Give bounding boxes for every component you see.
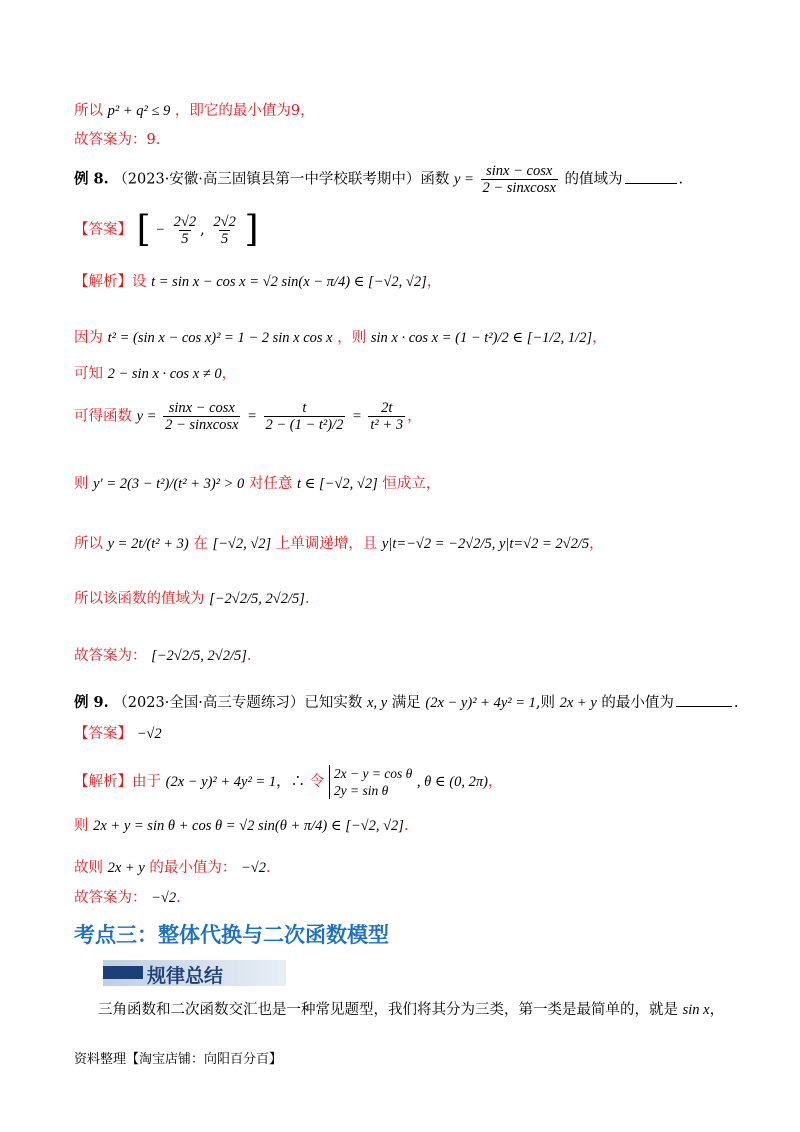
den: 5 <box>220 230 229 247</box>
example-9-analysis-3 <box>74 857 271 879</box>
text: 因为 <box>74 330 103 346</box>
math: = <box>247 408 257 425</box>
text: 可知 <box>74 366 103 382</box>
answer-tag: 【答案】 <box>74 726 132 742</box>
answer-tag: 【答案】 <box>74 222 132 238</box>
banner-label: 规律总结 <box>147 965 224 987</box>
example-label: 例 9. <box>74 694 109 711</box>
example-source: （2023·全国·高三专题练习）已知实数 <box>113 695 363 711</box>
text: ， <box>487 774 503 790</box>
text: 可得函数 <box>74 408 132 425</box>
fraction-denominator: 2 − sinxcosx <box>482 180 556 196</box>
text: 满足 <box>391 695 421 711</box>
text: 令 <box>309 774 325 790</box>
text: 三角函数和二次函数交汇也是一种常见题型，我们将其分为三类，第一类是最简单的，就是 <box>98 1002 678 1018</box>
math: (2x − y)² + 4y² = 1 <box>165 774 277 790</box>
fraction <box>368 400 405 433</box>
math: sin x <box>682 1002 710 1018</box>
math: t ∈ [−√2, √2] <box>297 476 378 492</box>
den: 5 <box>181 230 189 247</box>
text: 所以该函数的值域为 <box>74 591 205 607</box>
case-line: 2x − y = cos θ <box>333 766 413 781</box>
text: . <box>678 171 684 188</box>
example-9-answer <box>74 723 162 745</box>
text: ，则 <box>337 330 367 346</box>
conclusion-line <box>74 100 315 122</box>
math: −√2 <box>240 860 266 876</box>
text: 对任意 <box>248 476 293 492</box>
math: = <box>352 408 362 425</box>
text: . <box>733 695 739 711</box>
text: ， <box>592 330 607 346</box>
math: 2x + y <box>107 860 145 876</box>
math: y = <box>136 408 157 425</box>
example-9-analysis-2 <box>74 815 409 837</box>
math: (2x − y)² + 4y² = 1 <box>425 695 536 711</box>
analysis-tag: 【解析】 <box>74 274 132 290</box>
banner-bar <box>103 966 143 979</box>
text: ， <box>589 536 604 552</box>
math: y = 2t/(t² + 3) <box>107 536 189 552</box>
example-8-analysis-2 <box>74 327 607 349</box>
math-inequality: p² + q² ≤ 9 <box>107 103 171 119</box>
answer-blank <box>676 706 732 707</box>
example-8-analysis-1 <box>74 271 441 293</box>
example-8-statement <box>74 163 683 196</box>
num: 2√2 <box>173 213 197 230</box>
example-8-analysis-6 <box>74 533 604 555</box>
math: −√2 <box>136 726 162 742</box>
math: [−2√2/5, 2√2/5] <box>151 648 247 664</box>
den: t² + 3 <box>370 417 404 433</box>
text: 故答案为： <box>74 890 147 906</box>
math: y|t=−√2 = −2√2/5, y|t=√2 = 2√2/5 <box>381 536 590 552</box>
text: . <box>265 860 271 876</box>
fraction <box>264 400 346 433</box>
math: − <box>155 222 166 238</box>
math: 2x + y = sin θ + cos θ = √2 sin(θ + π/4) ∈ [−√2, √2] <box>93 818 404 834</box>
math: [−√2, √2] <box>212 536 272 552</box>
text: 由于 <box>132 774 161 790</box>
fraction <box>481 163 558 196</box>
text: ， <box>407 408 422 425</box>
num: 2t <box>381 400 393 416</box>
fraction <box>163 400 240 433</box>
fraction <box>172 214 198 247</box>
text: . <box>403 818 409 834</box>
math: t = sin x − cos x = √2 sin(x − π/4) ∈ [−√2, √2] <box>151 274 427 290</box>
text: 恒成立， <box>382 476 441 492</box>
math: y = <box>454 171 474 188</box>
section-heading: 考点三：整体代换与二次函数模型 <box>74 923 389 947</box>
text: 则 <box>74 818 89 834</box>
text: 设 <box>132 274 147 290</box>
math: t² = (sin x − cos x)² = 1 − 2 sin x cos x <box>107 330 333 346</box>
num: sinx − cosx <box>168 400 235 416</box>
text: ， <box>426 274 442 290</box>
summary-banner <box>103 960 286 986</box>
answer-line: 故答案为：9. <box>74 132 161 148</box>
text: . <box>176 890 181 906</box>
text: . <box>246 648 252 664</box>
text: ， <box>221 366 237 382</box>
text: 在 <box>193 536 208 552</box>
den: 2 − sinxcosx <box>165 417 239 433</box>
math: sin x · cos x = (1 − t²)/2 ∈ [−1/2, 1/2] <box>370 330 593 346</box>
cases-system <box>329 765 412 799</box>
math: x, y <box>367 695 388 711</box>
example-label: 例 8. <box>74 170 109 188</box>
bracket: ] <box>244 209 259 250</box>
text: . <box>304 591 310 607</box>
text: ,则 <box>535 695 555 711</box>
example-9-final-answer <box>74 887 181 909</box>
fraction-numerator: sinx − cosx <box>486 163 553 179</box>
analysis-tag: 【解析】 <box>74 774 132 790</box>
bracket: [ <box>136 209 151 250</box>
text: 故答案为： <box>74 648 147 664</box>
body-paragraph <box>98 999 724 1021</box>
text: 则 <box>74 476 89 492</box>
text: 故则 <box>74 860 103 876</box>
example-8-analysis-4 <box>74 400 422 433</box>
text: 所以 <box>74 536 103 552</box>
math: , θ ∈ (0, 2π) <box>416 774 488 790</box>
math: 2 − sin x · cos x ≠ 0 <box>107 366 222 382</box>
case-line: 2y = sin θ <box>333 783 389 798</box>
math: −√2 <box>151 890 177 906</box>
text: ， <box>709 1002 725 1018</box>
text: 的最小值为 <box>601 695 674 711</box>
example-8-answer: 【答案】 [ − $\frac{2√2}{5}$ , $\frac{2√2}{5}$ ] <box>74 209 259 250</box>
text: 的值域为 <box>564 171 623 188</box>
example-8-analysis-5 <box>74 473 440 495</box>
math: [−2√2/5, 2√2/5] <box>209 591 305 607</box>
example-8-analysis-3 <box>74 363 236 385</box>
text: 的最小值为： <box>149 860 237 876</box>
fraction <box>211 214 237 247</box>
text: ，即它的最小值为9， <box>174 103 315 119</box>
den: 2 − (1 − t²)/2 <box>265 417 344 433</box>
text: ，∴ <box>276 774 306 790</box>
math: y′ = 2(3 − t²)/(t² + 3)² > 0 <box>93 476 245 492</box>
text: 所以 <box>74 103 103 119</box>
math: 2x + y <box>559 695 597 711</box>
num: 2√2 <box>213 213 236 230</box>
example-8-analysis-7 <box>74 588 310 610</box>
example-9-analysis-1 <box>74 765 502 799</box>
example-source: （2023·安徽·高三固镇县第一中学校联考期中）函数 <box>113 171 450 188</box>
answer-blank <box>625 183 677 184</box>
footer-note: 资料整理【淘宝店铺：向阳百分百】 <box>74 1052 283 1067</box>
num: t <box>302 400 307 416</box>
example-9-statement <box>74 692 738 714</box>
example-8-final-answer <box>74 645 252 667</box>
text: 上单调递增，且 <box>275 536 378 552</box>
